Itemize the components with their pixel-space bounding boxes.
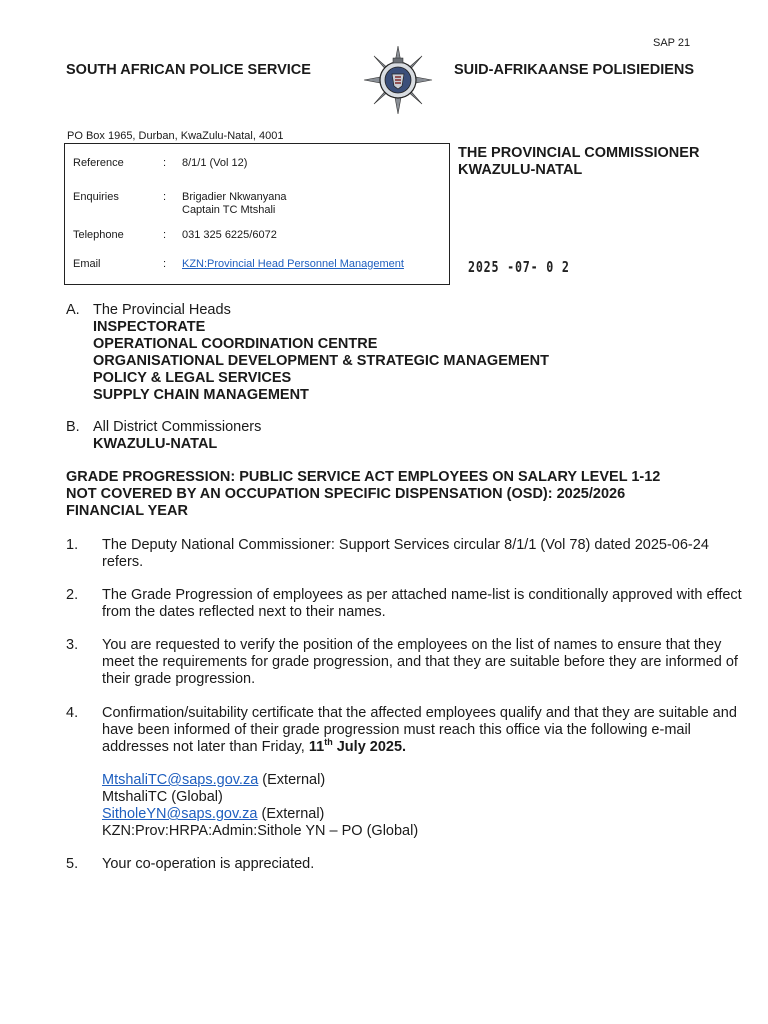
paragraph-text: Your co-operation is appreciated. [102,856,315,872]
subject-line: NOT COVERED BY AN OCCUPATION SPECIFIC DISPENSATION (OSD): 2025/2026 [66,486,626,502]
subject-line: GRADE PROGRESSION: PUBLIC SERVICE ACT EMPLOYEES ON SALARY LEVEL 1-12 [66,469,661,485]
telephone-label: Telephone [73,229,124,241]
addressee-letter: B. [66,419,80,435]
paragraph-text: The Grade Progression of employees as per attached name-list is conditionally approved with effect from the dates reflected next to their names. [102,587,742,620]
postal-address: PO Box 1965, Durban, KwaZulu-Natal, 4001 [67,130,284,142]
paragraph-body: Confirmation/suitability certificate that the affected employees qualify and that they are suitable and have been informed of their grade progression must reach this office via the following e-mail addresses not later than Friday, [102,705,737,755]
enquiries-value [182,191,287,217]
paragraph-number: 1. [66,537,79,553]
paragraph-number: 5. [66,856,79,872]
email-label: Email [73,258,101,270]
addressee-unit: SUPPLY CHAIN MANAGEMENT [93,387,309,403]
form-code: SAP 21 [653,37,691,49]
addressee-unit: ORGANISATIONAL DEVELOPMENT & STRATEGIC MANAGEMENT [93,353,549,369]
addressee-unit: KWAZULU-NATAL [93,436,218,452]
addressee-unit: POLICY & LEGAL SERVICES [93,370,292,386]
contact-type: (External) [257,806,325,822]
email-link[interactable]: MtshaliTC@saps.gov.za [102,772,259,788]
reference-box [64,143,450,285]
date-stamp: 2025 -07- 0 2 [468,258,570,276]
saps-emblem-icon [362,44,434,116]
telephone-value: 031 325 6225/6072 [182,229,277,241]
reference-value: 8/1/1 (Vol 12) [182,157,248,169]
colon: : [163,258,167,270]
contact-line [102,772,418,789]
colon: : [163,157,167,169]
subject-line: FINANCIAL YEAR [66,503,188,519]
paragraph-text: You are requested to verify the position of the employees on the list of names to ensure that they meet the requirements for grade progression, and that they are suitable before they are informed of their grade progression. [102,637,738,687]
enquiries-line1: Brigadier Nkwanyana [182,191,287,203]
addressee-unit: INSPECTORATE [93,319,206,335]
paragraph-number: 2. [66,587,79,603]
deadline-date: 11th July 2025. [308,737,407,755]
email-link[interactable]: SitholeYN@saps.gov.za [102,806,258,822]
commissioner-province: KWAZULU-NATAL [458,162,583,178]
contact-line [102,806,418,823]
reference-label: Reference [73,157,124,169]
contact-type: (External) [258,772,326,788]
header-english: SOUTH AFRICAN POLICE SERVICE [66,62,311,78]
paragraph-text [102,705,742,756]
paragraph-number: 3. [66,637,79,653]
paragraph-text: The Deputy National Commissioner: Support Services circular 8/1/1 (Vol 78) dated 2025-06-24 refers. [102,537,709,570]
addressee-intro: The Provincial Heads [93,302,231,318]
email-link[interactable]: KZN:Provincial Head Personnel Management [182,258,404,270]
enquiries-label: Enquiries [73,191,119,203]
enquiries-line2: Captain TC Mtshali [182,204,276,216]
commissioner-block [458,145,699,179]
header-afrikaans: SUID-AFRIKAANSE POLISIEDIENS [454,62,695,78]
addressee-unit: OPERATIONAL COORDINATION CENTRE [93,336,378,352]
addressee-letter: A. [66,302,80,318]
contact-list [102,772,418,840]
colon: : [163,191,167,203]
paragraph-number: 4. [66,705,79,721]
contact-line: KZN:Prov:HRPA:Admin:Sithole YN – PO (Global) [102,823,419,839]
commissioner-title: THE PROVINCIAL COMMISSIONER [458,145,700,161]
subject-heading [66,469,660,520]
addressee-intro: All District Commissioners [93,419,262,435]
colon: : [163,229,167,241]
contact-line: MtshaliTC (Global) [102,789,223,805]
